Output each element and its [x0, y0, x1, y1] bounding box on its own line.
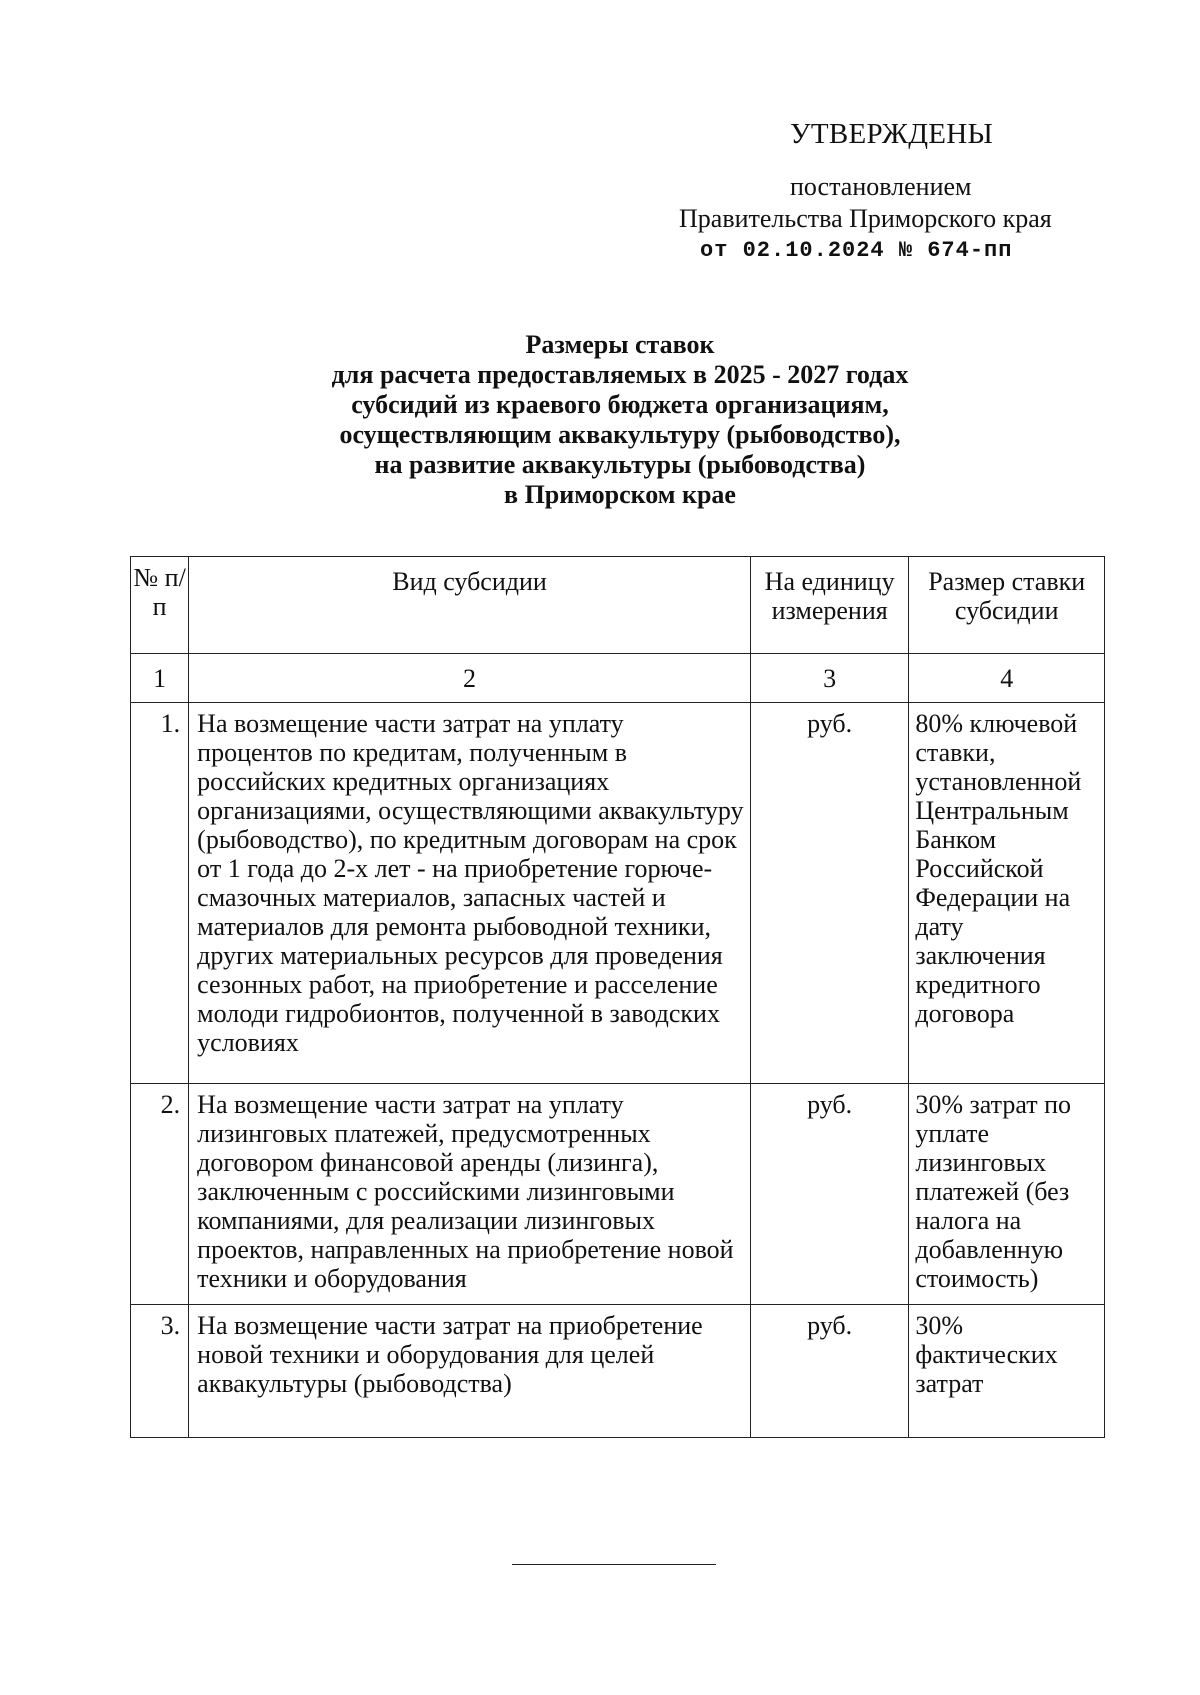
approval-block: [0, 0, 1200, 280]
row-subsidy-type: На возмещение части затрат на приобретение новой техники и оборудования для целей аквакультуры (рыбоводства): [189, 1305, 751, 1438]
row-rate: 30% затрат по уплате лизинговых платежей (без налога на добавленную стоимость): [909, 1084, 1105, 1305]
title-line: Размеры ставок: [525, 330, 715, 359]
title-line: в Приморском крае: [504, 480, 736, 509]
row-rate: 30% фактических затрат: [909, 1305, 1105, 1438]
row-subsidy-type: На возмещение части затрат на уплату лизинговых платежей, предусмотренных договором финансовой аренды (лизинга), заключенным с российскими лизинговыми компаниями, для реализации лизинговых проектов, направленных на приобретение новой техники и оборудования: [189, 1084, 751, 1305]
row-number: 3.: [131, 1305, 189, 1438]
column-number: 2: [189, 654, 751, 703]
subsidy-rates-table: [130, 556, 1105, 1438]
table-row: [131, 1305, 1105, 1438]
row-rate: 80% ключевой ставки, установленной Центральным Банком Российской Федерации на дату заключения кредитного договора: [909, 703, 1105, 1084]
table-row: [131, 703, 1105, 1084]
row-unit: руб.: [750, 703, 908, 1084]
table-row: [131, 1084, 1105, 1305]
row-subsidy-type: На возмещение части затрат на уплату процентов по кредитам, полученным в российских кредитных организациях организациями, осуществляющими аквакультуру (рыбоводство), по кредитным договорам на срок от 1 года до 2-х лет - на приобретение горюче-смазочных материалов, запасных частей и материалов для ремонта рыбоводной техники, других материальных ресурсов для проведения сезонных работ, на приобретение и расселение молоди гидробионтов, полученной в заводских условиях: [189, 703, 751, 1084]
header-subsidy-type: Вид субсидии: [189, 557, 751, 654]
column-number: 4: [909, 654, 1105, 703]
column-number-row: [131, 654, 1105, 703]
row-unit: руб.: [750, 1084, 908, 1305]
approval-line-1: постановлением: [790, 172, 972, 201]
title-line: для расчета предоставляемых в 2025 - 2027 годах: [331, 360, 909, 389]
title-line: на развитие аквакультуры (рыбоводства): [374, 450, 866, 479]
header-rate: Размер ставки субсидии: [909, 557, 1105, 654]
table-header-row: [131, 557, 1105, 654]
approved-heading: УТВЕРЖДЕНЫ: [790, 118, 994, 150]
header-unit: На единицу измерения: [750, 557, 908, 654]
row-number: 1.: [131, 703, 189, 1084]
header-number: № п/п: [131, 557, 189, 654]
end-of-document-rule: [512, 1564, 716, 1565]
row-unit: руб.: [750, 1305, 908, 1438]
document-title: [170, 330, 1070, 510]
column-number: 1: [131, 654, 189, 703]
approval-line-2: Правительства Приморского края: [679, 204, 1052, 233]
column-number: 3: [750, 654, 908, 703]
decree-date-number-stamp: от 02.10.2024 № 674-пп: [700, 238, 1013, 263]
title-line: осуществляющим аквакультуру (рыбоводство),: [339, 420, 901, 449]
title-line: субсидий из краевого бюджета организациям,: [351, 390, 889, 419]
row-number: 2.: [131, 1084, 189, 1305]
